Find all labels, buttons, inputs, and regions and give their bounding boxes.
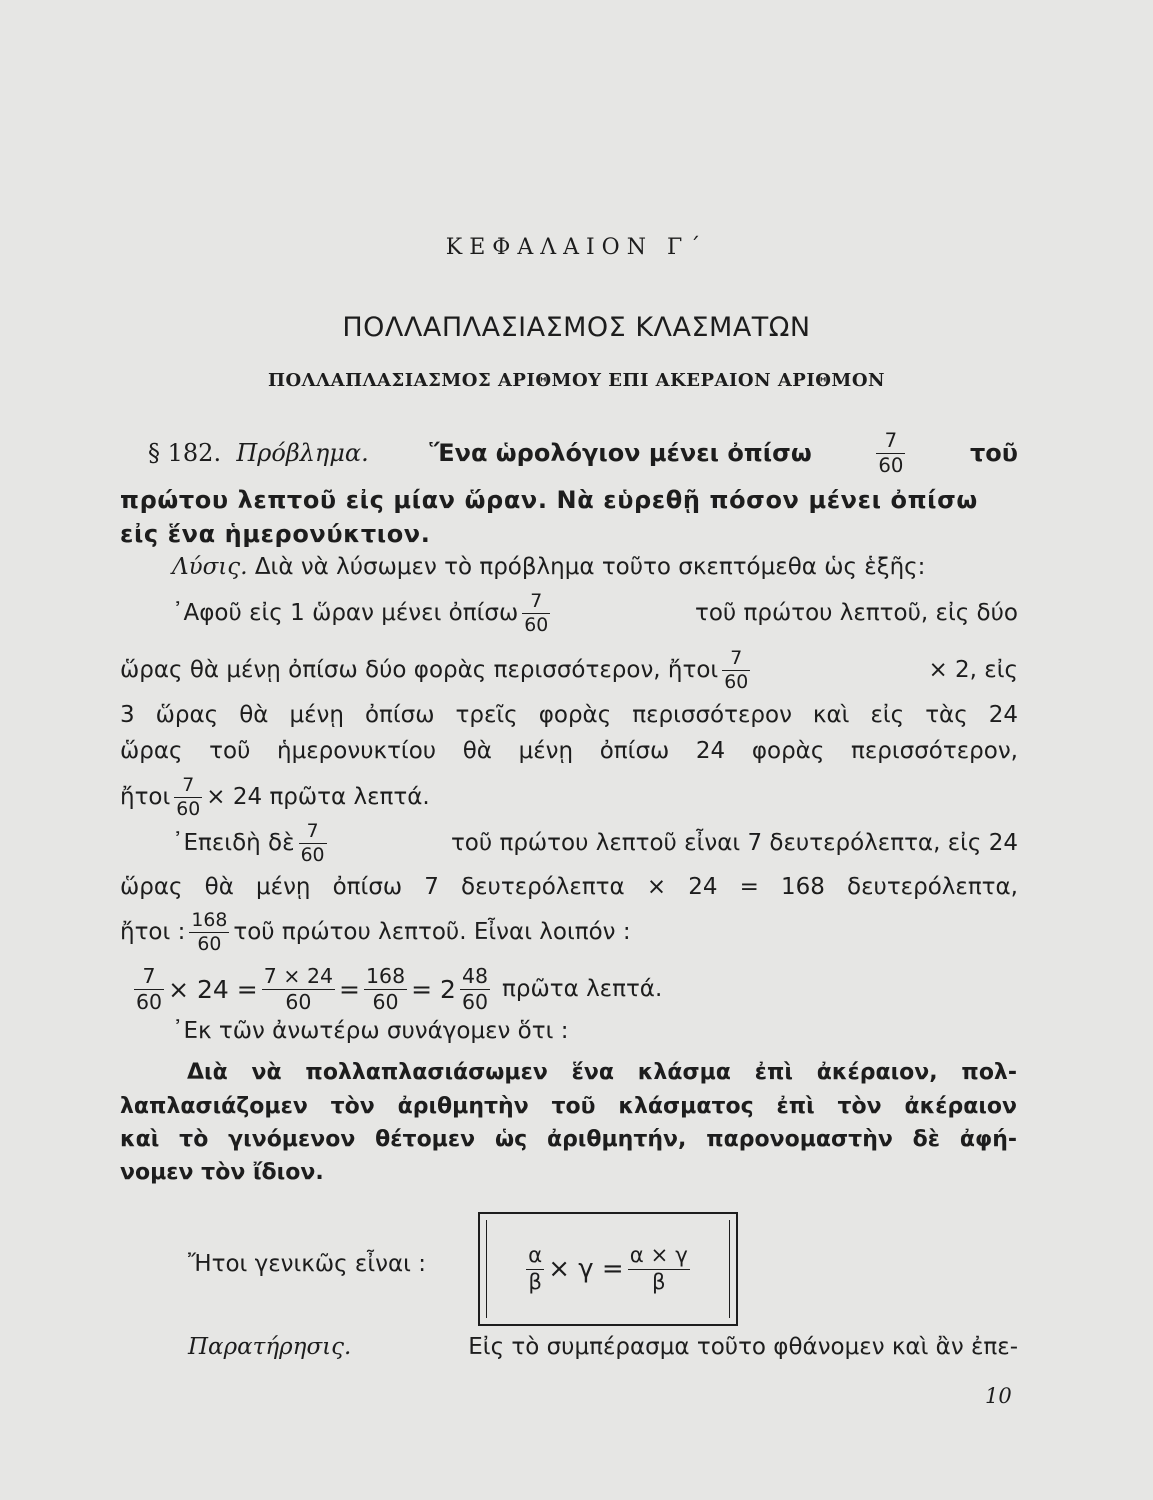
solution-line-6: ἤτοι $\frac{7}{60}$ × 24 πρῶτα λεπτά. <box>120 773 430 820</box>
solution-line-8: ὥρας θὰ μένῃ ὀπίσω 7 δευτερόλεπτα × 24 = 168 δευτερόλεπτα, <box>120 874 1018 900</box>
fraction-alphagamma-beta: $\frac{\alpha \times \gamma}{\beta}$ <box>629 1243 688 1295</box>
fraction-alpha-beta: $\frac{\alpha}{\beta}$ <box>528 1243 543 1295</box>
equation-line: $\frac{7}{60}$ × 24 = $\frac{7 \times 24}{60}$ = $\frac{168}{60}$ = 2 $\frac{48}{60}$ πρῶτα λεπτά. <box>136 964 663 1014</box>
solution-line-7: ᾿Επειδὴ δὲ $\frac{7}{60}$ τοῦ πρώτου λεπτοῦ εἶναι 7 δευτερόλεπτα, εἰς 24 <box>172 819 1018 866</box>
solution-line-3: ὥρας θὰ μένῃ ὀπίσω δύο φορὰς περισσότερον, ἤτοι $\frac{7}{60}$ × 2, εἰς <box>120 646 1018 693</box>
rule-line-4: νομεν τὸν ἴδιον. <box>120 1160 324 1185</box>
problem-text-1: Ἕνα ὡρολόγιον μένει ὀπίσω <box>429 439 812 467</box>
rule-line-3: καὶ τὸ γινόμενον θέτομεν ὡς ἀριθμητήν, παρονομαστὴν δὲ ἀφή- <box>120 1127 1017 1152</box>
rule-line-1: Διὰ νὰ πολλαπλασιάσωμεν ἕνα κλάσμα ἐπὶ ἀκέραιον, πολ- <box>187 1060 1017 1085</box>
fraction-7-60: $\frac{7}{60}$ <box>724 646 749 693</box>
fraction-7x24-60: $\frac{7 \times 24}{60}$ <box>263 964 334 1014</box>
solution-line-2: ᾿Αφοῦ εἰς 1 ὥραν μένει ὀπίσω $\frac{7}{60}$ τοῦ πρώτου λεπτοῦ, εἰς δύο <box>172 589 1018 636</box>
page-number: 10 <box>985 1384 1012 1408</box>
section-subtitle: ΠΟΛΛΑΠΛΑΣΙΑΣΜΟΣ ΑΡΙΘΜΟΥ ΕΠΙ ΑΚΕΡΑΙΟΝ ΑΡΙΘΜΟΝ <box>268 370 885 391</box>
remark-label: Παρατήρησις. <box>188 1334 352 1360</box>
problem-text-tail: τοῦ <box>969 439 1018 467</box>
solution-label: Λύσις. <box>172 554 248 580</box>
problem-line-1 <box>148 428 1018 478</box>
problem-label: Πρόβλημα. <box>236 439 369 467</box>
remark-text: Εἰς τὸ συμπέρασμα τοῦτο φθάνομεν καὶ ἂν ἐπε- <box>468 1334 1018 1360</box>
problem-line-2: πρώτου λεπτοῦ εἰς μίαν ὥραν. Νὰ εὑρεθῇ πόσον μένει ὀπίσω <box>120 486 978 514</box>
fraction-168-60: $\frac{168}{60}$ <box>366 964 406 1014</box>
fraction-7-60: $\frac{7}{60}$ <box>176 773 201 820</box>
solution-line-1: Λύσις. Διὰ νὰ λύσωμεν τὸ πρόβλημα τοῦτο σκεπτόμεθα ὡς ἑξῆς: <box>172 554 926 580</box>
fraction-7-60: $\frac{7}{60}$ <box>136 964 163 1014</box>
fraction-7-60: $\frac{7}{60}$ <box>300 819 325 866</box>
formula-times-gamma: × γ = <box>548 1254 624 1284</box>
formula-box <box>478 1212 738 1326</box>
fraction-48-60: $\frac{48}{60}$ <box>461 964 489 1014</box>
solution-line-9: ἤτοι : $\frac{168}{60}$ τοῦ πρώτου λεπτοῦ. Εἶναι λοιπόν : <box>120 908 631 955</box>
problem-line-3: εἰς ἕνα ἡμερονύκτιον. <box>120 520 431 548</box>
rule-line-2: λαπλασιάζομεν τὸν ἀριθμητὴν τοῦ κλάσματος ἐπὶ τὸν ἀκέραιον <box>120 1094 1017 1119</box>
fraction-7-60: $\frac{7}{60}$ <box>524 589 549 636</box>
remark-line <box>188 1336 1018 1359</box>
solution-line-4: 3 ὥρας θὰ μένῃ ὀπίσω τρεῖς φορὰς περισσότερον καὶ εἰς τὰς 24 <box>120 702 1018 728</box>
solution-line-5: ὥρας τοῦ ἡμερονυκτίου θὰ μένῃ ὀπίσω 24 φορὰς περισσότερον, <box>120 738 1018 764</box>
fraction-168-60: $\frac{168}{60}$ <box>191 908 228 955</box>
page-title: ΠΟΛΛΑΠΛΑΣΙΑΣΜΟΣ ΚΛΑΣΜΑΤΩΝ <box>342 312 811 343</box>
solution-line-11: ᾿Εκ τῶν ἀνωτέρω συνάγομεν ὅτι : <box>172 1018 569 1044</box>
section-number: § 182. <box>148 439 222 467</box>
general-label: Ἤτοι γενικῶς εἶναι : <box>188 1251 426 1277</box>
fraction-7-60: $\frac{7}{60}$ <box>878 428 904 477</box>
chapter-heading: ΚΕΦΑΛΑΙΟΝ Γ΄ <box>445 235 708 260</box>
